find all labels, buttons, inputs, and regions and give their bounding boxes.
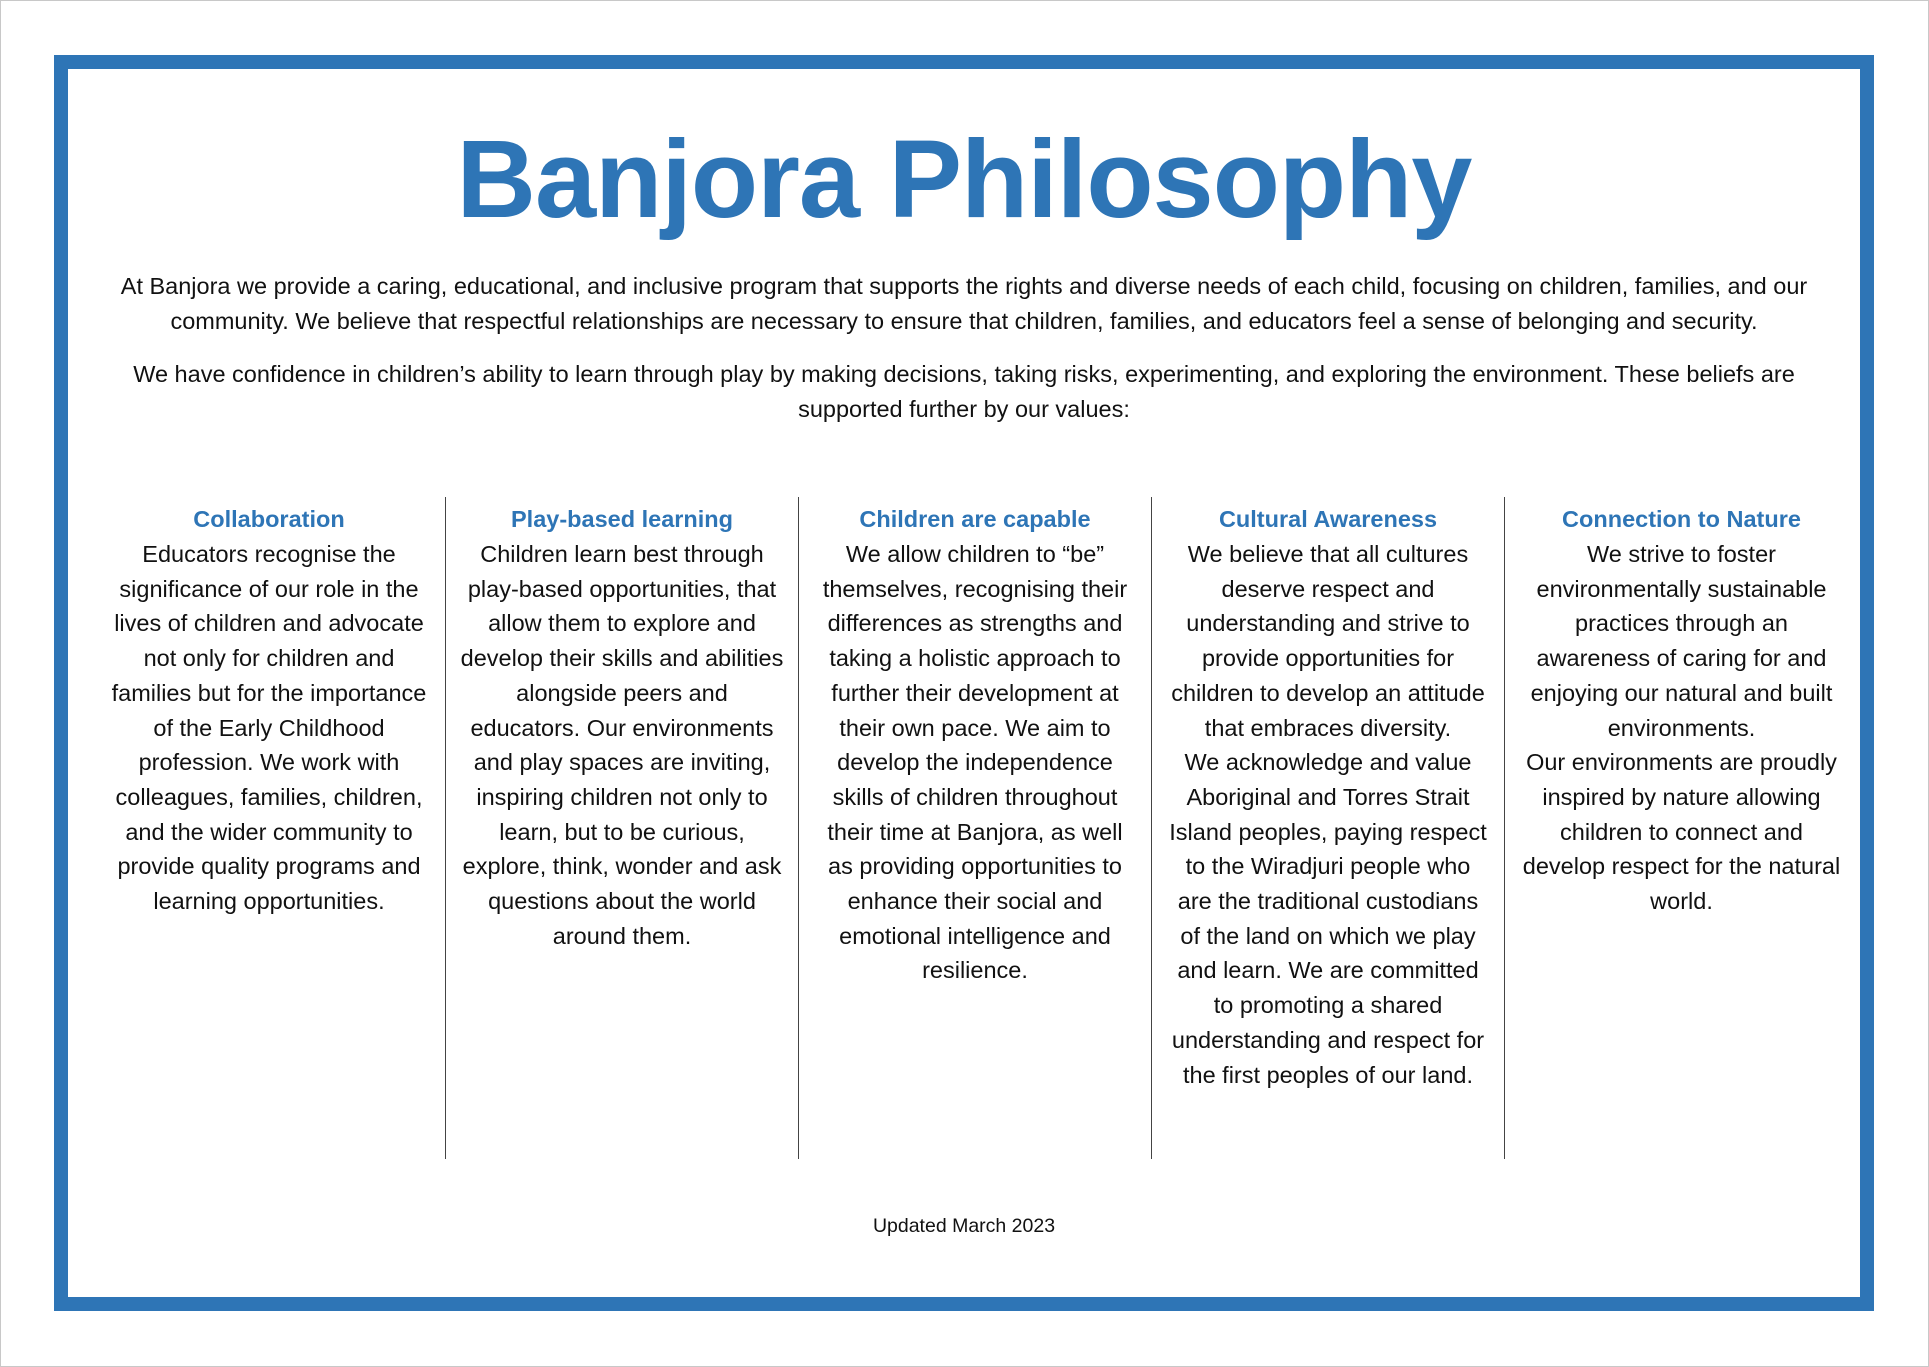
value-column-play-based-learning	[446, 497, 799, 1159]
value-body: Children learn best through play-based opportunities, that allow them to explore and develop their skills and abilities alongside peers and educators. Our environments and play spaces are inviting, inspiring children not only to learn, but to be curious, explore, think, wonder and ask questions about the world around them.	[460, 541, 784, 949]
value-column-collaboration	[93, 497, 446, 1159]
value-body: We believe that all cultures deserve respect and understanding and strive to provide opportunities for children to develop an attitude that embraces diversity.	[1171, 541, 1485, 741]
intro-paragraph-1: At Banjora we provide a caring, educational, and inclusive program that supports the rights and diverse needs of each child, focusing on children, families, and our community. We believe that respectful relationships are necessary to ensure that children, families, and educators feel a sense of belonging and security.	[120, 273, 1808, 334]
document-title: Banjora Philosophy	[456, 118, 1472, 241]
value-body-second: Our environments are proudly inspired by nature allowing children to connect and develop respect for the natural world.	[1522, 749, 1841, 915]
value-heading: Connection to Nature	[1562, 506, 1801, 532]
value-heading: Cultural Awareness	[1218, 506, 1438, 532]
value-column-cultural-awareness	[1152, 497, 1505, 1159]
value-heading: Children are capable	[859, 506, 1091, 532]
values-columns	[93, 497, 1858, 1159]
intro-paragraph-2: We have confidence in children’s ability to learn through play by making decisions, taking risks, experimenting, and exploring the environment. These beliefs are supported further by our values:	[133, 361, 1795, 422]
updated-date: Updated March 2023	[872, 1215, 1056, 1237]
value-body: Educators recognise the significance of our role in the lives of children and advocate not only for children and families but for the importance of the Early Childhood profession. We work with colleagues, families, children, and the wider community to provide quality programs and learning opportunities.	[111, 541, 427, 915]
value-heading: Play-based learning	[510, 506, 734, 532]
value-body: We allow children to “be” themselves, recognising their differences as strengths and taking a holistic approach to further their development at their own pace. We aim to develop the independence skills of children throughout their time at Banjora, as well as providing opportunities to enhance their social and emotional intelligence and resilience.	[822, 541, 1128, 984]
value-body-second: We acknowledge and value Aboriginal and Torres Strait Island peoples, paying respect to the Wiradjuri people who are the traditional custodians of the land on which we play and learn. We are committed to promoting a shared understanding and respect for the first peoples of our land.	[1169, 749, 1487, 1088]
value-heading: Collaboration	[193, 506, 345, 532]
document-frame	[54, 55, 1874, 1311]
value-body: We strive to foster environmentally sustainable practices through an awareness of caring for and enjoying our natural and built environments.	[1530, 541, 1833, 741]
value-column-children-are-capable	[799, 497, 1152, 1159]
value-column-connection-to-nature	[1505, 497, 1858, 1159]
